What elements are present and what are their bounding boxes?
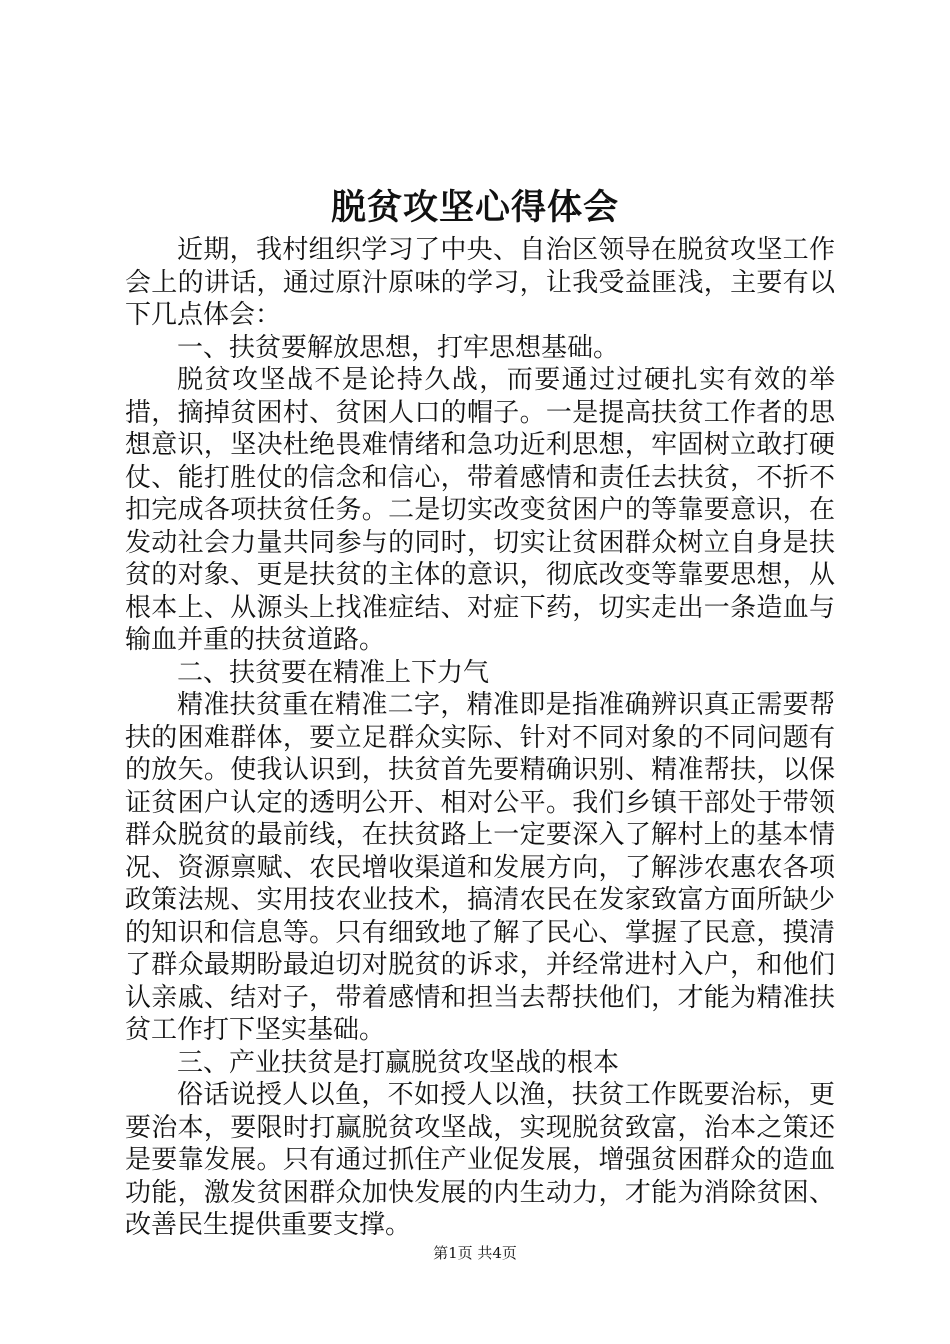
document-title: 脱贫攻坚心得体会 [330, 187, 619, 228]
section-heading-2: 二、扶贫要在精准上下力气 [177, 657, 490, 688]
section-paragraph-1: 脱贫攻坚战不是论持久战，而要通过过硬扎实有效的举措，摘掉贫困村、贫困人口的帽子。一是提高扶贫工作者的思想意识，坚决杜绝畏难情绪和急功近利思想，牢固树立敢打硬仗、能打胜仗的信念和信心，带着感情和责任去扶贫，不折不扣完成各项扶贫任务。二是切实改变贫困户的等靠要意识，在发动社会力量共同参与的同时，切实让贫困群众树立自身是扶贫的对象、更是扶贫的主体的意识，彻底改变等靠要思想，从根本上、从源头上找准症结、对症下药，切实走出一条造血与输血并重的扶贫道路。 [125, 365, 835, 655]
section-paragraph-2: 精准扶贫重在精准二字，精准即是指准确辨识真正需要帮扶的困难群体，要立足群众实际、针对不同对象的不同问题有的放矢。使我认识到，扶贫首先要精确识别、精准帮扶，以保证贫困户认定的透明公开、相对公平。我们乡镇干部处于带领群众脱贫的最前线，在扶贫路上一定要深入了解村上的基本情况、资源禀赋、农民增收渠道和发展方向，了解涉农惠农各项政策法规、实用技农业技术，搞清农民在发家致富方面所缺少的知识和信息等。只有细致地了解了民心、掌握了民意，摸清了群众最期盼最迫切对脱贫的诉求，并经常进村入户，和他们认亲戚、结对子，带着感情和担当去帮扶他们，才能为精准扶贫工作打下坚实基础。 [125, 690, 835, 1045]
document-body [125, 234, 835, 1242]
section-heading-3: 三、产业扶贫是打赢脱贫攻坚战的根本 [177, 1047, 620, 1078]
intro-paragraph: 近期，我村组织学习了中央、自治区领导在脱贫攻坚工作会上的讲话，通过原汁原味的学习，让我受益匪浅，主要有以下几点体会： [125, 235, 835, 330]
section-heading-1: 一、扶贫要解放思想，打牢思想基础。 [177, 332, 620, 363]
section-paragraph-3: 俗话说授人以鱼，不如授人以渔，扶贫工作既要治标，更要治本，要限时打赢脱贫攻坚战，实现脱贫致富，治本之策还是要靠发展。只有通过抓住产业促发展，增强贫困群众的造血功能，激发贫困群众加快发展的内生动力，才能为消除贫困、改善民生提供重要支撑。 [125, 1080, 835, 1240]
page-number-footer: 第1页 共4页 [433, 1244, 517, 1262]
